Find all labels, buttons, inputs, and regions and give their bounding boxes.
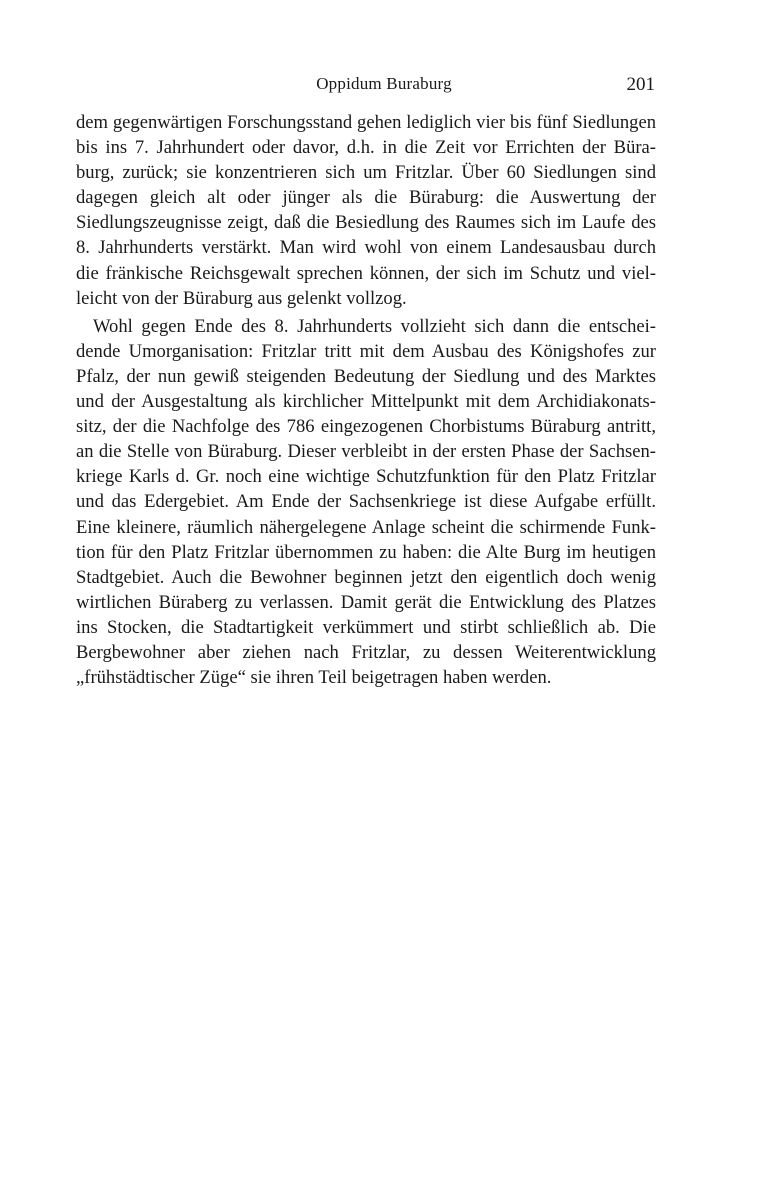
text-line: Wohl gegen Ende des 8. Jahrhunderts vollzieht sich dann die entschei- [93, 315, 656, 337]
text-line: Pfalz, der nun gewiß steigenden Bedeutung der Siedlung und des Marktes [76, 365, 656, 387]
text-line: und der Ausgestaltung als kirchlicher Mittelpunkt mit dem Archidiakonats- [76, 391, 656, 413]
text-line: 8. Jahrhunderts verstärkt. Man wird wohl von einem Landesausbau durch [76, 237, 656, 259]
paragraph-1 [76, 110, 656, 311]
text-line: „frühstädtischer Züge“ sie ihren Teil beigetragen haben werden. [76, 667, 552, 689]
running-header-title: Oppidum Buraburg [316, 74, 452, 93]
text-line: sitz, der die Nachfolge des 786 eingezogenen Chorbistums Büraburg antritt, [76, 416, 656, 438]
text-line: dem gegenwärtigen Forschungsstand gehen lediglich vier bis fünf Siedlungen [76, 112, 656, 133]
text-line: Stadtgebiet. Auch die Bewohner beginnen jetzt den eigentlich doch wenig [76, 566, 656, 588]
text-line: dende Umorganisation: Fritzlar tritt mit dem Ausbau des Königshofes zur [76, 340, 656, 362]
text-line: burg, zurück; sie konzentrieren sich um Fritzlar. Über 60 Siedlungen sind [76, 162, 656, 184]
text-line: wirtlichen Büraberg zu verlassen. Damit gerät die Entwicklung des Platzes [76, 591, 656, 613]
text-line: Bergbewohner aber ziehen nach Fritzlar, zu dessen Weiterentwicklung [76, 641, 656, 663]
text-line: leicht von der Büraburg aus gelenkt vollzog. [76, 287, 407, 309]
text-line: Siedlungszeugnisse zeigt, daß die Besiedlung des Raumes sich im Laufe des [76, 212, 656, 234]
text-line: dagegen gleich alt oder jünger als die Büraburg: die Auswertung der [76, 187, 656, 209]
text-line: kriege Karls d. Gr. noch eine wichtige Schutzfunktion für den Platz Fritzlar [76, 466, 656, 488]
text-line: bis ins 7. Jahrhundert oder davor, d.h. in die Zeit vor Errichten der Büra- [76, 137, 656, 159]
text-line: tion für den Platz Fritzlar übernommen zu haben: die Alte Burg im heutigen [76, 541, 656, 563]
text-line: Eine kleinere, räumlich nähergelegene Anlage scheint die schirmende Funk- [76, 516, 656, 538]
text-line: an die Stelle von Büraburg. Dieser verbleibt in der ersten Phase der Sachsen- [76, 441, 656, 463]
text-line: ins Stocken, die Stadtartigkeit verkümmert und stirbt schließlich ab. Die [76, 616, 656, 638]
body-text [76, 110, 656, 690]
page-number: 201 [626, 74, 655, 95]
text-line: und das Edergebiet. Am Ende der Sachsenkriege ist diese Aufgabe erfüllt. [76, 491, 656, 513]
paragraph-2 [76, 314, 656, 690]
text-line: die fränkische Reichsgewalt sprechen können, der sich im Schutz und viel- [76, 262, 656, 284]
